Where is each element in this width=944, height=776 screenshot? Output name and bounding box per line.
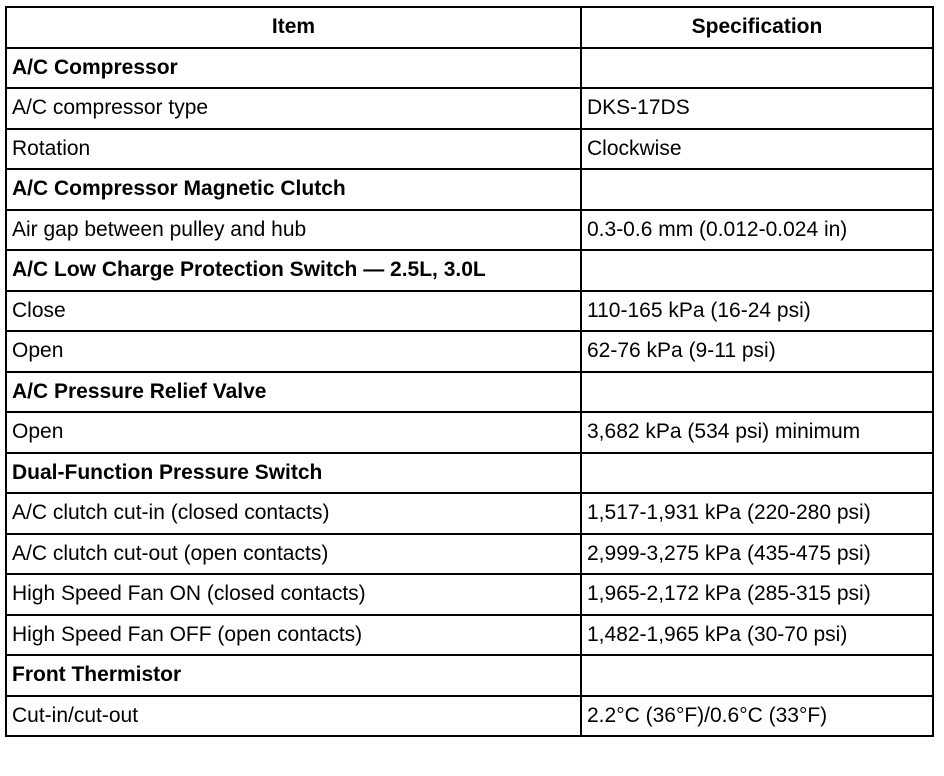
- section-row: [6, 250, 933, 291]
- item-cell: Air gap between pulley and hub: [6, 210, 581, 251]
- specification-cell: [581, 48, 933, 89]
- table-row: [6, 615, 933, 656]
- specification-cell: 1,965-2,172 kPa (285-315 psi): [581, 574, 933, 615]
- specification-cell: 3,682 kPa (534 psi) minimum: [581, 412, 933, 453]
- item-cell: Close: [6, 291, 581, 332]
- table-row: [6, 88, 933, 129]
- table-row: [6, 129, 933, 170]
- specification-cell: 2.2°C (36°F)/0.6°C (33°F): [581, 696, 933, 737]
- item-cell: Front Thermistor: [6, 655, 581, 696]
- section-row: [6, 169, 933, 210]
- table-row: [6, 574, 933, 615]
- table-row: [6, 493, 933, 534]
- item-cell: A/C clutch cut-out (open contacts): [6, 534, 581, 575]
- header-item: Item: [6, 7, 581, 48]
- table-body: [6, 48, 933, 737]
- table-row: [6, 291, 933, 332]
- specification-cell: DKS-17DS: [581, 88, 933, 129]
- specification-table: [5, 6, 934, 737]
- table-header-row: [6, 7, 933, 48]
- table-row: [6, 534, 933, 575]
- item-cell: A/C Compressor Magnetic Clutch: [6, 169, 581, 210]
- item-cell: Rotation: [6, 129, 581, 170]
- item-cell: High Speed Fan ON (closed contacts): [6, 574, 581, 615]
- specification-cell: 110-165 kPa (16-24 psi): [581, 291, 933, 332]
- specification-cell: Clockwise: [581, 129, 933, 170]
- specification-cell: 2,999-3,275 kPa (435-475 psi): [581, 534, 933, 575]
- item-cell: Open: [6, 331, 581, 372]
- header-specification: Specification: [581, 7, 933, 48]
- item-cell: A/C compressor type: [6, 88, 581, 129]
- section-row: [6, 453, 933, 494]
- section-row: [6, 48, 933, 89]
- specification-cell: [581, 250, 933, 291]
- specification-cell: [581, 169, 933, 210]
- specification-cell: [581, 655, 933, 696]
- specification-cell: 62-76 kPa (9-11 psi): [581, 331, 933, 372]
- specification-cell: [581, 453, 933, 494]
- section-row: [6, 372, 933, 413]
- specification-cell: 1,517-1,931 kPa (220-280 psi): [581, 493, 933, 534]
- specification-cell: 1,482-1,965 kPa (30-70 psi): [581, 615, 933, 656]
- section-row: [6, 655, 933, 696]
- item-cell: A/C Pressure Relief Valve: [6, 372, 581, 413]
- item-cell: A/C clutch cut-in (closed contacts): [6, 493, 581, 534]
- table-row: [6, 210, 933, 251]
- item-cell: High Speed Fan OFF (open contacts): [6, 615, 581, 656]
- table-row: [6, 696, 933, 737]
- item-cell: Cut-in/cut-out: [6, 696, 581, 737]
- item-cell: A/C Compressor: [6, 48, 581, 89]
- table-row: [6, 331, 933, 372]
- table-row: [6, 412, 933, 453]
- specification-cell: [581, 372, 933, 413]
- item-cell: Open: [6, 412, 581, 453]
- specification-cell: 0.3-0.6 mm (0.012-0.024 in): [581, 210, 933, 251]
- item-cell: Dual-Function Pressure Switch: [6, 453, 581, 494]
- item-cell: A/C Low Charge Protection Switch — 2.5L, 3.0L: [6, 250, 581, 291]
